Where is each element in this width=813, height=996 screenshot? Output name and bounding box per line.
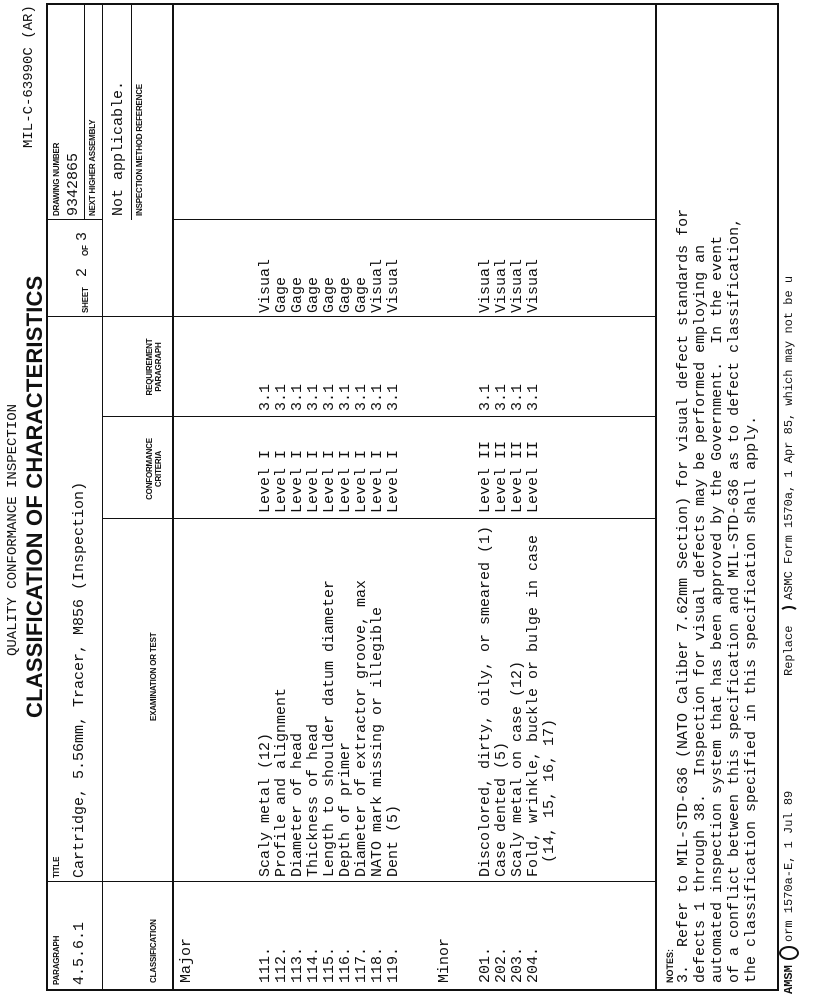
row-id: 114. (305, 946, 322, 983)
footer-form: orm 1570a-E, 1 Jul 89 (782, 790, 796, 942)
row-criteria: Level I (305, 449, 322, 513)
paragraph-value: 4.5.6.1 (71, 921, 88, 985)
row-criteria: Level I (257, 449, 274, 513)
row-criteria: Level II (493, 440, 510, 513)
row-criteria: Level I (321, 449, 338, 513)
row-exam: Dent (5) (385, 804, 402, 877)
table-row (494, 5, 510, 989)
row-method: Visual (509, 258, 526, 313)
row-criteria: Level I (385, 449, 402, 513)
footer-left: AMSM (782, 965, 796, 994)
row-method: Visual (493, 258, 510, 313)
drawing-number-value: 9342865 (65, 152, 82, 216)
table-row (526, 5, 542, 989)
title-value: Cartridge, 5.56mm, Tracer, M856 (Inspection) (71, 481, 88, 878)
classification-heading: CLASSIFICATION OF CHARACTERISTICS (22, 275, 47, 718)
row-id: 202. (493, 946, 510, 983)
row-criteria: Level I (273, 449, 290, 513)
row-exam: Scaly metal (12) (257, 732, 274, 877)
row-exam: Discolored, dirty, oily, or smeared (1) (477, 525, 494, 877)
classification-table (46, 3, 779, 991)
row-exam: Thickness of head (305, 723, 322, 877)
footer-right: ASMC Form 1570a, 1 Apr 85, which may not be u (782, 275, 796, 600)
row-criteria: Level II (525, 440, 542, 513)
row-id: 111. (257, 946, 274, 983)
note-line: automated inspection system that has been approved by the Government. In the event (709, 235, 726, 983)
row-req: 3.1 (493, 383, 510, 411)
row-method: Gage (353, 276, 370, 313)
row-method: Gage (273, 276, 290, 313)
row-exam: Fold, wrinkle, buckle or bulge in case (525, 534, 542, 877)
row-req: 3.1 (273, 383, 290, 411)
row-id: 203. (509, 946, 526, 983)
row-exam-continuation: (14, 15, 16, 17) (541, 718, 558, 863)
table-row (478, 5, 494, 989)
row-req: 3.1 (305, 383, 322, 411)
notes-label: NOTES: (665, 948, 675, 983)
col-classification: CLASSIFICATION (149, 919, 158, 983)
row-req: 3.1 (525, 383, 542, 411)
sheet-value: 2 (74, 267, 91, 277)
row-req: 3.1 (385, 383, 402, 411)
row-req: 3.1 (369, 383, 386, 411)
row-exam: Case dented (5) (493, 741, 510, 877)
col-requirement: REQUIREMENT PARAGRAPH (145, 338, 163, 396)
col-conformance: CONFORMANCE CRITERIA (145, 438, 163, 500)
row-method: Visual (525, 258, 542, 313)
footer-punch-hole-2 (779, 606, 799, 620)
row-exam: Scaly metal on case (12) (509, 660, 526, 877)
row-id: 201. (477, 946, 494, 983)
row-id: 112. (273, 946, 290, 983)
row-req: 3.1 (509, 383, 526, 411)
table-row (510, 5, 526, 989)
row-method: Visual (257, 258, 274, 313)
row-method: Visual (385, 258, 402, 313)
row-method: Gage (337, 276, 354, 313)
row-id: 115. (321, 946, 338, 983)
of-label: OF (81, 245, 90, 256)
spec-id: MIL-C-63990C (AR) (21, 5, 37, 148)
table-row-continuation (542, 5, 558, 989)
row-id: 118. (369, 946, 386, 983)
footer-replace: Replace (782, 625, 796, 676)
note-line: the classification specified in this specification shall apply. (743, 415, 760, 983)
row-criteria: Level II (477, 440, 494, 513)
row-id: 204. (525, 946, 542, 983)
row-method: Visual (477, 258, 494, 313)
row-exam: NATO mark missing or illegible (369, 606, 386, 877)
sheet-label: SHEET (81, 287, 90, 313)
row-exam: Diameter of extractor groove, max (353, 579, 370, 877)
row-criteria: Level I (353, 449, 370, 513)
note-line: defects 1 through 38. Inspection for visual defects may be performed employing an (692, 244, 709, 983)
row-exam: Depth of primer (337, 741, 354, 877)
paragraph-label: PARAGRAPH (52, 935, 61, 985)
row-req: 3.1 (353, 383, 370, 411)
col-inspection-method: INSPECTION METHOD REFERENCE (135, 84, 144, 216)
row-id: 113. (289, 946, 306, 983)
row-method: Gage (289, 276, 306, 313)
section-minor: Minor (436, 937, 453, 983)
row-req: 3.1 (321, 383, 338, 411)
note-line: 3. Refer to MIL-STD-636 (NATO Caliber 7.62mm Section) for visual defect standards for (675, 208, 692, 983)
section-major: Major (178, 937, 195, 983)
next-higher-assembly-label: NEXT HIGHER ASSEMBLY (88, 119, 97, 216)
minor-rows (48, 5, 777, 989)
row-criteria: Level I (289, 449, 306, 513)
footer-punch-hole (779, 946, 799, 960)
quality-conformance-heading: QUALITY CONFORMANCE INSPECTION (5, 403, 21, 656)
row-req: 3.1 (257, 383, 274, 411)
row-id: 117. (353, 946, 370, 983)
row-req: 3.1 (289, 383, 306, 411)
row-criteria: Level I (337, 449, 354, 513)
col-examination: EXAMINATION OR TEST (149, 632, 158, 721)
next-higher-assembly-value: Not applicable. (110, 80, 127, 216)
of-value: 3 (74, 231, 91, 241)
row-method: Gage (305, 276, 322, 313)
row-id: 116. (337, 946, 354, 983)
row-criteria: Level II (509, 440, 526, 513)
drawing-number-label: DRAWING NUMBER (52, 142, 61, 216)
title-label: TITLE (52, 856, 61, 878)
row-req: 3.1 (337, 383, 354, 411)
row-method: Gage (321, 276, 338, 313)
row-criteria: Level I (369, 449, 386, 513)
row-exam: Profile and alignment (273, 687, 290, 877)
row-method: Visual (369, 258, 386, 313)
row-req: 3.1 (477, 383, 494, 411)
row-exam: Diameter of head (289, 732, 306, 877)
row-exam: Length to shoulder datum diameter (321, 579, 338, 877)
row-id: 119. (385, 946, 402, 983)
note-line: of a conflict between this specification and MIL-STD-636 as to defect classification, (726, 217, 743, 983)
